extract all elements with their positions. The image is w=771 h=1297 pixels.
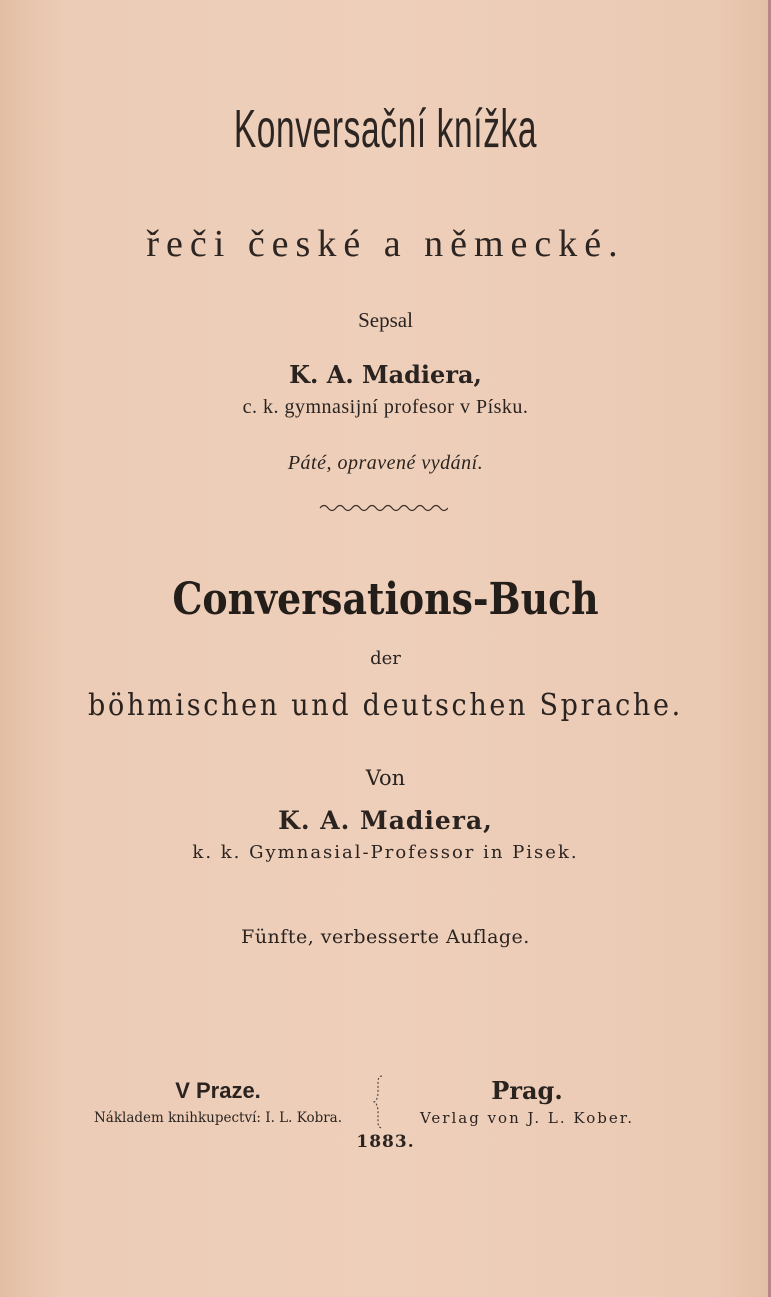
imprint-czech: [58, 1074, 378, 1128]
german-author: K. A. Madiera,: [278, 806, 493, 835]
czech-edition: Páté, opravené vydání.: [287, 452, 484, 474]
czech-author-role: c. k. gymnasijní profesor v Písku.: [242, 396, 529, 418]
imprint-city-czech: V Praze.: [175, 1078, 261, 1103]
czech-author: K. A. Madiera,: [289, 360, 482, 389]
czech-title: Konversační knížka: [233, 99, 538, 159]
czech-authored-by: Sepsal: [358, 308, 413, 332]
german-connector: der: [370, 648, 401, 669]
german-title: Conversations-Buch: [172, 574, 599, 625]
imprint-publisher-german: Verlag von J. L. Kober.: [419, 1109, 635, 1127]
german-edition: Fünfte, verbesserte Auflage.: [241, 926, 530, 948]
imprint-german: [392, 1074, 662, 1128]
publication-year: 1883.: [356, 1132, 415, 1152]
imprint-publisher-czech: Nákladem knihkupectví: I. L. Kobra.: [93, 1110, 343, 1126]
curly-brace-icon: [373, 1074, 387, 1130]
german-author-role: k. k. Gymnasial-Professor in Pisek.: [192, 842, 579, 863]
german-by: Von: [365, 766, 406, 790]
german-subtitle: böhmischen und deutschen Sprache.: [88, 688, 683, 723]
imprint-city-german: Prag.: [491, 1076, 563, 1105]
czech-subtitle: řeči české a německé.: [146, 223, 625, 265]
wavy-divider-icon: [318, 500, 448, 516]
